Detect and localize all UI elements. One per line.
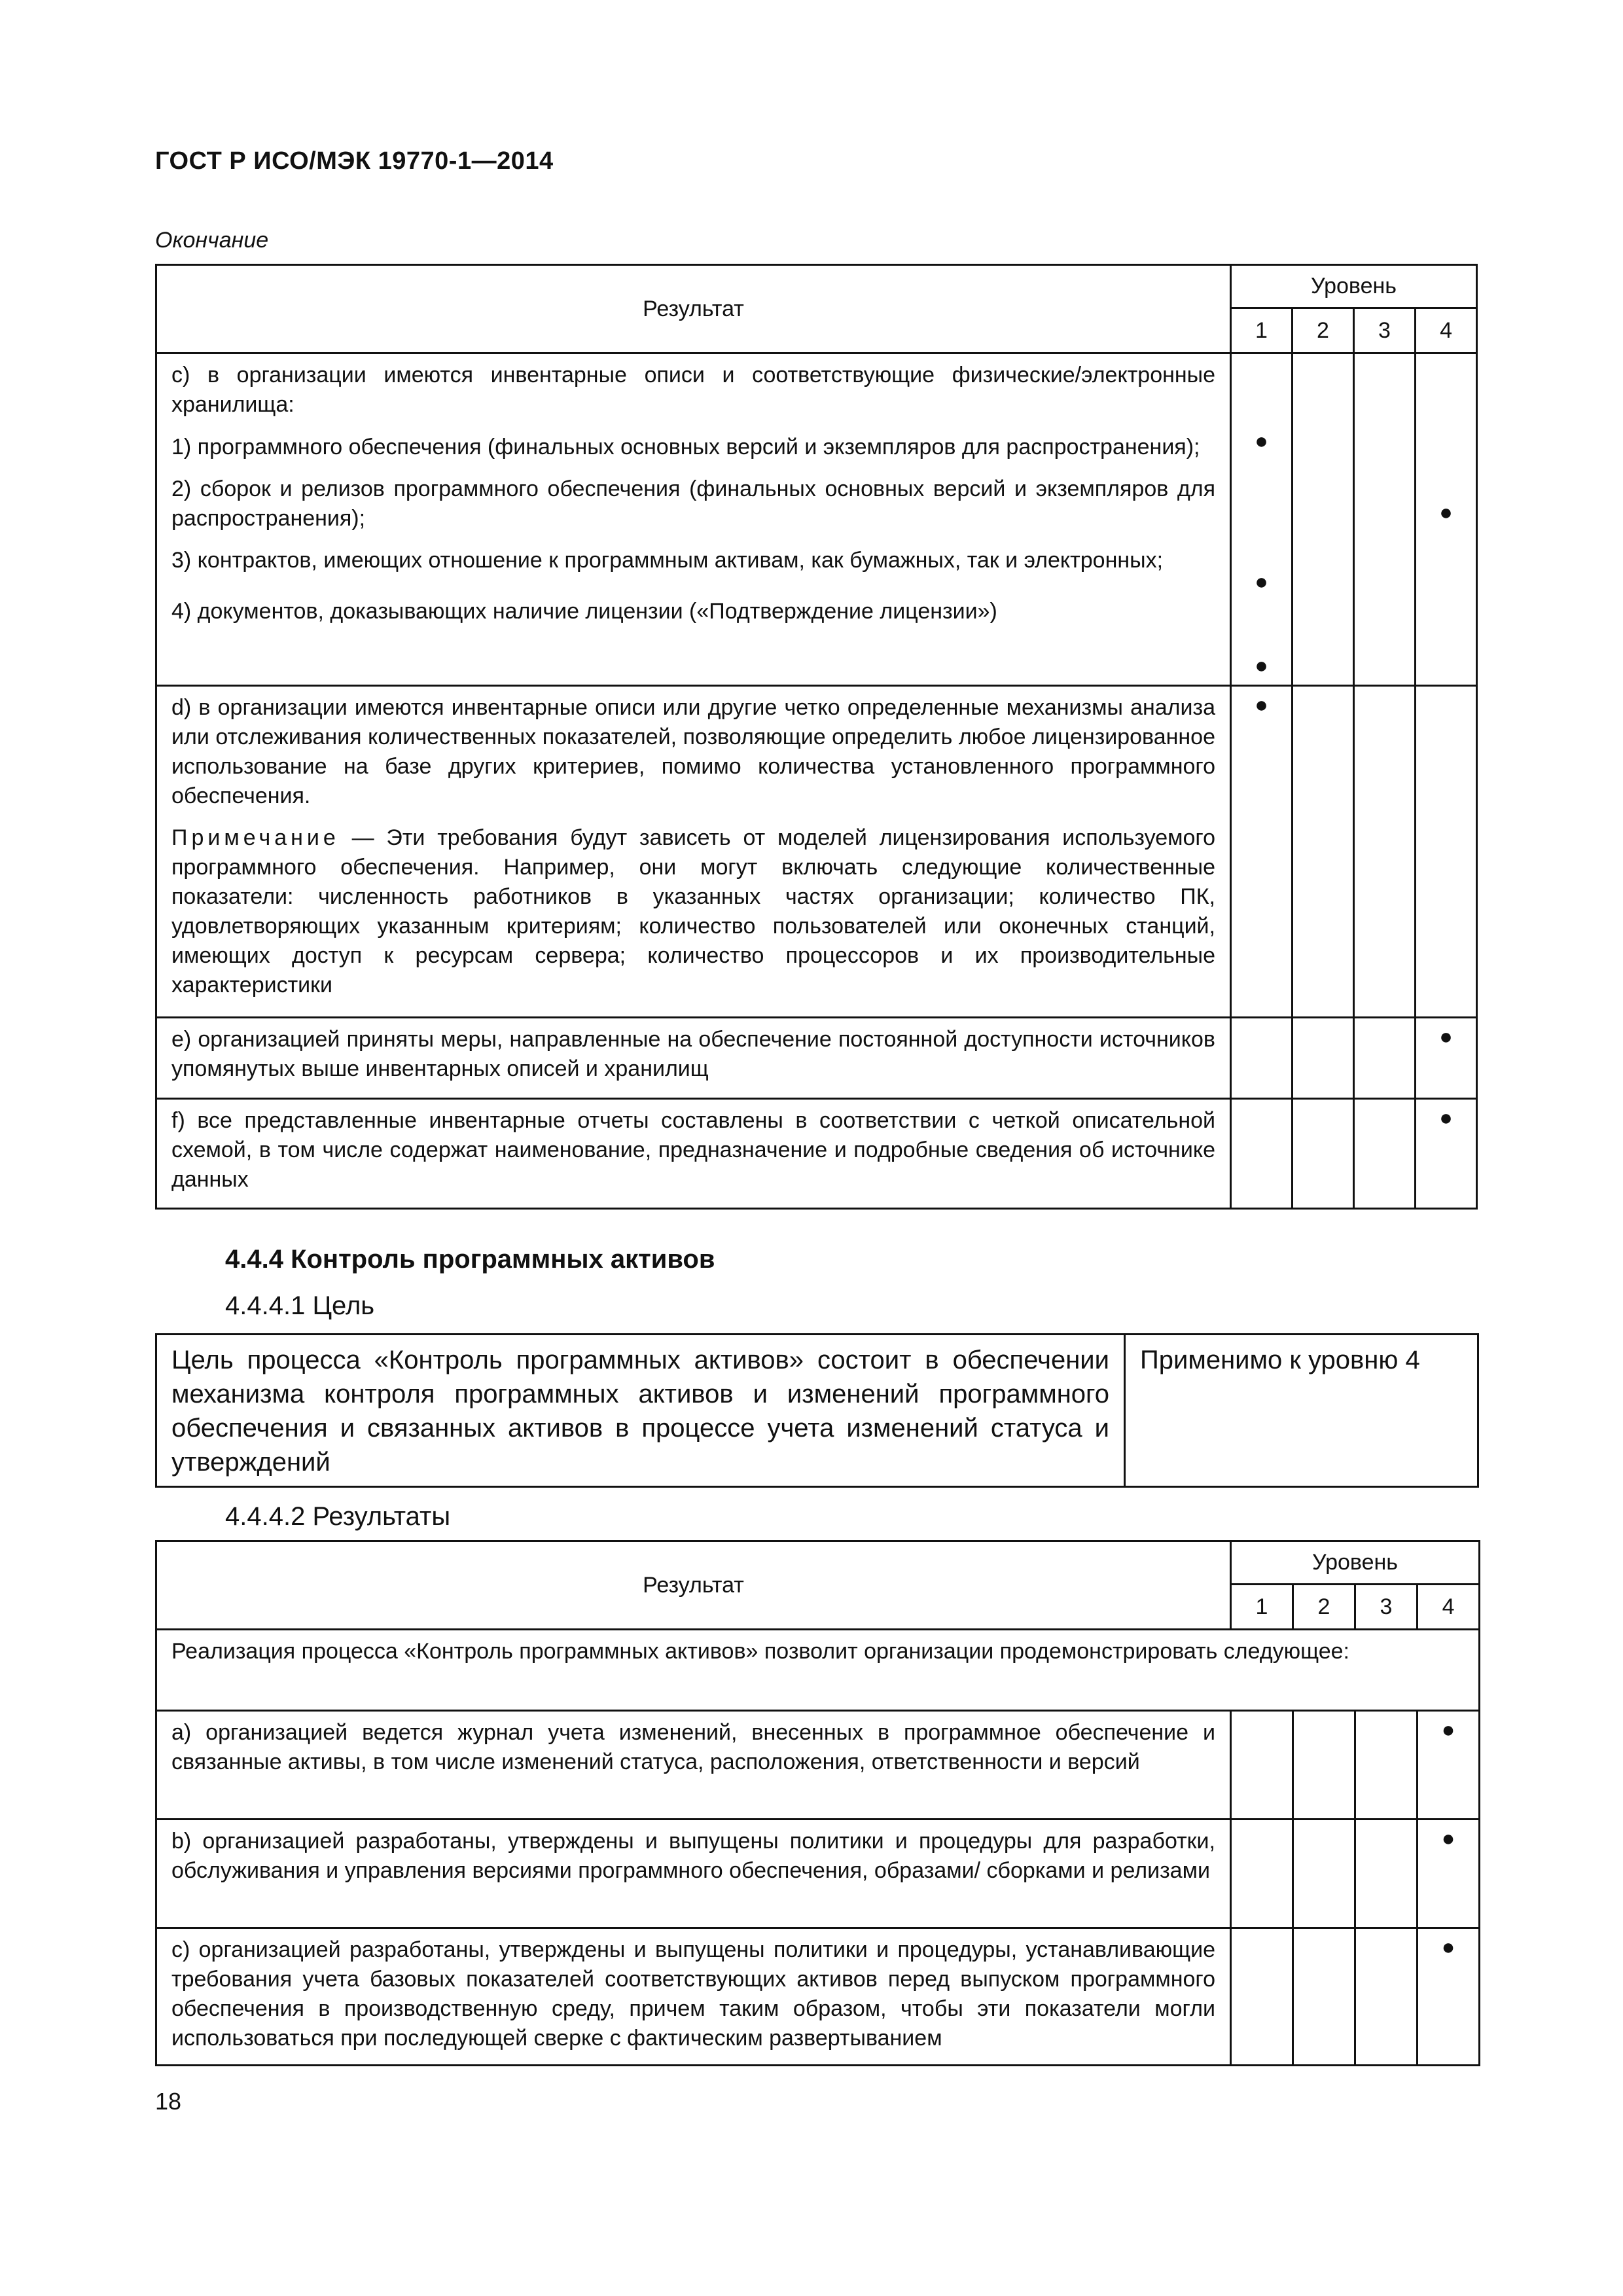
table-row — [156, 1630, 1480, 1711]
applicability-text: Применимо к уровню 4 — [1125, 1335, 1478, 1487]
purpose-text: Цель процесса «Контроль программных активов» состоит в обеспечении механизма контроля программных активов и изменений программного обеспечения и связанных активов в процессе учета изменений статуса и утверждений — [156, 1335, 1125, 1487]
row-b-level-1 — [1231, 1820, 1293, 1928]
table-row — [156, 1099, 1477, 1209]
table-row — [156, 1928, 1480, 2066]
bullet-mark: ● — [1255, 429, 1268, 454]
header-level-2: 2 — [1293, 308, 1354, 353]
header-level: Уровень — [1231, 1541, 1480, 1585]
bullet-mark: ● — [1439, 1024, 1453, 1049]
bullet-mark: ● — [1441, 1935, 1455, 1960]
row-d-para: d) в организации имеются инвентарные описи или другие четко определенные механизмы анализа или отслеживания количественных показателей, позволяющие определить любое лицензированное использование на базе других критериев, помимо количества установленного программного обеспечения. — [171, 695, 1215, 808]
row-c-level-3 — [1355, 1928, 1418, 2066]
header-level-4: 4 — [1416, 308, 1477, 353]
row-b-level-2 — [1293, 1820, 1355, 1928]
row-c-item-1: 1) программного обеспечения (финальных основных версий и экземпляров для распространения); — [171, 435, 1200, 459]
row-e-level-3 — [1354, 1018, 1416, 1099]
row-e-level-1 — [1231, 1018, 1293, 1099]
page-number: 18 — [155, 2088, 182, 2115]
row-c-para: c) в организации имеются инвентарные описи и соответствующие физические/электронные хранилища: — [171, 363, 1215, 417]
row-b-text: b) организацией разработаны, утверждены и выпущены политики и процедуры для разработки, обслуживания и управления версиями программного обеспечения, образами/ сборками и релизами — [156, 1820, 1231, 1928]
bullet-mark: ● — [1255, 653, 1268, 678]
row-c-item-2: 2) сборок и релизов программного обеспечения (финальных основных версий и экземпляров для распространения); — [171, 476, 1215, 531]
row-f-level-1 — [1231, 1099, 1293, 1209]
subsection-results-heading: 4.4.4.2 Результаты — [225, 1502, 451, 1531]
table-row — [156, 686, 1477, 1018]
table-row — [156, 353, 1477, 686]
row-a-level-2 — [1293, 1711, 1355, 1820]
results-table — [155, 1540, 1480, 2066]
row-e-text: e) организацией приняты меры, направленные на обеспечение постоянной доступности источников упомянутых выше инвентарных описей и хранилищ — [156, 1018, 1231, 1099]
row-c-level-4 — [1418, 1928, 1480, 2066]
row-d-level-2 — [1293, 686, 1354, 1018]
bullet-mark: ● — [1441, 1826, 1455, 1851]
table-continuation-label: Окончание — [155, 228, 269, 253]
row-c-item-4: 4) документов, доказывающих наличие лицензии («Подтверждение лицензии») — [171, 599, 997, 624]
row-a-level-1 — [1231, 1711, 1293, 1820]
table-row — [156, 1711, 1480, 1820]
table-row — [156, 1018, 1477, 1099]
document-title: ГОСТ Р ИСО/МЭК 19770-1—2014 — [155, 147, 554, 175]
row-c-level-3 — [1354, 353, 1416, 686]
row-b-level-4 — [1418, 1820, 1480, 1928]
header-level-1: 1 — [1231, 308, 1293, 353]
row-c-level-1 — [1231, 1928, 1293, 2066]
row-c-level-1 — [1231, 353, 1293, 686]
section-heading: 4.4.4 Контроль программных активов — [225, 1245, 715, 1274]
row-c-text: c) организацией разработаны, утверждены и выпущены политики и процедуры, устанавливающие требования учета базовых показателей соответствующих активов перед выпуском программного обеспечения в производственную среду, причем таким образом, чтобы эти показатели могли использоваться при последующей сверке с фактическим развертыванием — [156, 1928, 1231, 2066]
header-level-3: 3 — [1355, 1585, 1418, 1630]
results-table-continued — [155, 264, 1478, 1210]
row-c-text — [156, 353, 1231, 686]
row-f-level-2 — [1293, 1099, 1354, 1209]
row-f-text: f) все представленные инвентарные отчеты составлены в соответствии с четкой описательной схемой, в том числе содержат наименование, предназначение и подробные сведения об источнике данных — [156, 1099, 1231, 1209]
header-level-1: 1 — [1231, 1585, 1293, 1630]
row-d-level-3 — [1354, 686, 1416, 1018]
row-a-level-4 — [1418, 1711, 1480, 1820]
note-text: — Эти требования будут зависеть от моделей лицензирования используемого программного обеспечения. Например, они могут включать следующие количественные показатели: численность работников в указанных частях организации; количество ПК, удовлетворяющих указанным критериям; количество пользователей или оконечных станций, имеющих доступ к ресурсам сервера; количество процессоров и их производительные характеристики — [171, 825, 1215, 997]
row-a-level-3 — [1355, 1711, 1418, 1820]
bullet-mark: ● — [1255, 569, 1268, 594]
header-level-2: 2 — [1293, 1585, 1355, 1630]
bullet-mark: ● — [1439, 1105, 1453, 1130]
row-d-text — [156, 686, 1231, 1018]
row-f-level-3 — [1354, 1099, 1416, 1209]
header-result: Результат — [156, 1541, 1231, 1630]
row-a-text: a) организацией ведется журнал учета изменений, внесенных в программное обеспечение и связанные активы, в том числе изменений статуса, расположения, ответственности и версий — [156, 1711, 1231, 1820]
header-level-3: 3 — [1354, 308, 1416, 353]
row-b-level-3 — [1355, 1820, 1418, 1928]
row-f-level-4 — [1416, 1099, 1477, 1209]
intro-text: Реализация процесса «Контроль программных активов» позволит организации продемонстрировать следующее: — [156, 1630, 1480, 1711]
bullet-mark: ● — [1441, 1717, 1455, 1742]
row-d-level-4 — [1416, 686, 1477, 1018]
header-level-4: 4 — [1418, 1585, 1480, 1630]
bullet-mark: ● — [1255, 692, 1268, 717]
row-e-level-2 — [1293, 1018, 1354, 1099]
row-c-item-3: 3) контрактов, имеющих отношение к программным активам, как бумажных, так и электронных; — [171, 548, 1164, 573]
header-result: Результат — [156, 265, 1231, 353]
row-d-note — [171, 823, 1215, 1000]
header-level: Уровень — [1231, 265, 1477, 308]
subsection-purpose-heading: 4.4.4.1 Цель — [225, 1291, 375, 1320]
table-row — [156, 1820, 1480, 1928]
bullet-mark: ● — [1439, 500, 1453, 525]
note-label: Примечание — [171, 825, 340, 850]
purpose-table — [155, 1333, 1479, 1488]
row-d-level-1 — [1231, 686, 1293, 1018]
row-c-level-4 — [1416, 353, 1477, 686]
row-c-level-2 — [1293, 353, 1354, 686]
row-c-level-2 — [1293, 1928, 1355, 2066]
row-e-level-4 — [1416, 1018, 1477, 1099]
